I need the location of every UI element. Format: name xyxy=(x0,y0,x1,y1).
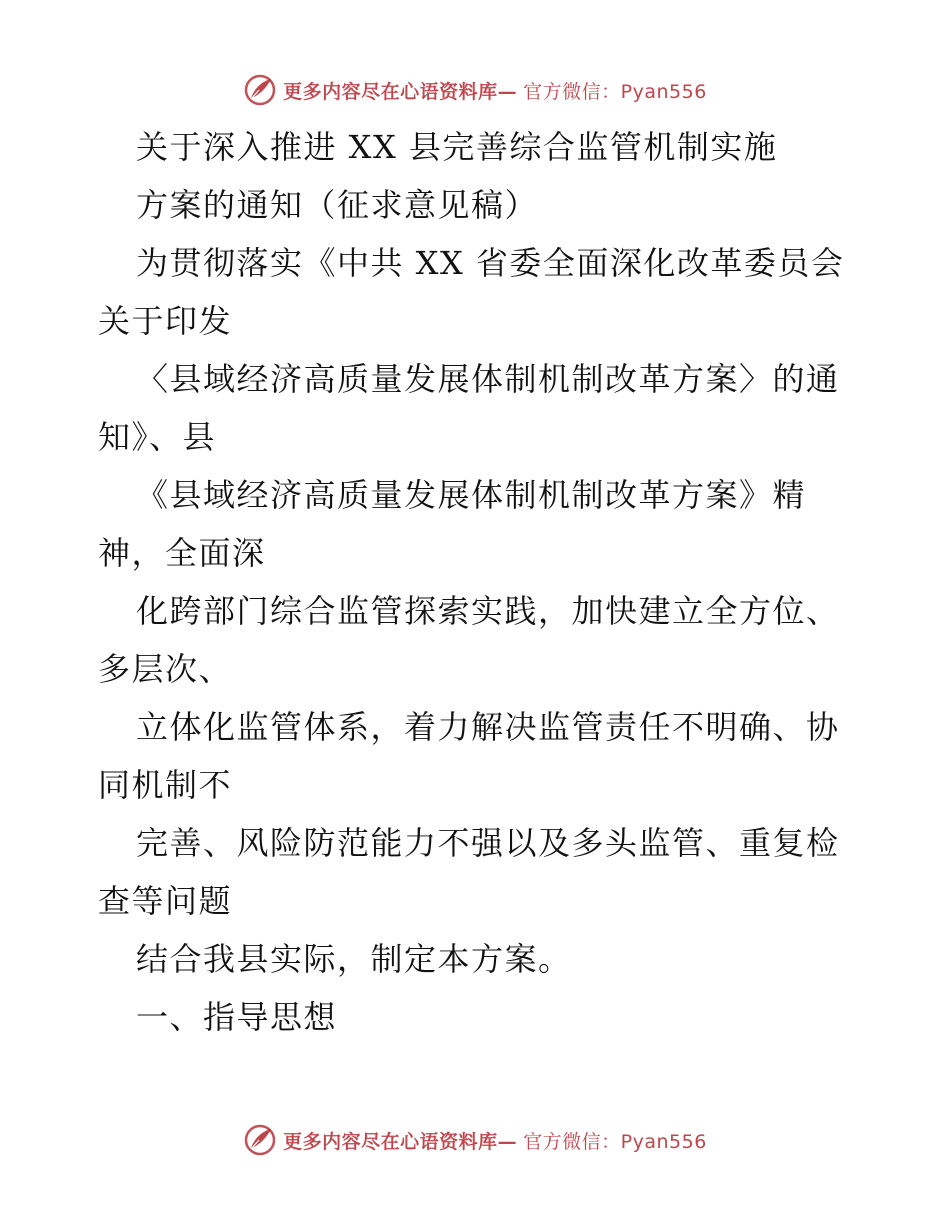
watermark-text-primary: 更多内容尽在心语资料库— xyxy=(283,80,518,103)
paragraph-line: 查等问题 xyxy=(98,882,233,920)
feather-pen-icon xyxy=(243,73,277,107)
paragraph-line: 〈县域经济高质量发展体制机制改革方案〉的通 xyxy=(136,360,840,398)
paragraph-line: 立体化监管体系，着力解决监管责任不明确、协 xyxy=(136,708,840,746)
paragraph-line: 同机制不 xyxy=(98,766,233,804)
paragraph-line: 关于印发 xyxy=(98,302,233,340)
footer-watermark xyxy=(0,1120,950,1160)
header-watermark xyxy=(0,70,950,110)
paragraph-line: 《县域经济高质量发展体制机制改革方案》精 xyxy=(136,476,807,514)
watermark-text-contact: 官方微信：Pyan556 xyxy=(523,1130,707,1153)
watermark-text-primary: 更多内容尽在心语资料库— xyxy=(283,1130,518,1153)
paragraph-line: 为贯彻落实《中共 XX 省委全面深化改革委员会 xyxy=(136,244,845,282)
paragraph-line: 完善、风险防范能力不强以及多头监管、重复检 xyxy=(136,824,840,862)
paragraph-line: 多层次、 xyxy=(98,650,233,688)
watermark-text-contact: 官方微信：Pyan556 xyxy=(523,80,707,103)
document-title-line-1: 关于深入推进 XX 县完善综合监管机制实施 xyxy=(136,128,778,166)
paragraph-line: 神，全面深 xyxy=(98,534,266,572)
paragraph-line: 知》、县 xyxy=(98,418,217,456)
paragraph-line: 化跨部门综合监管探索实践，加快建立全方位、 xyxy=(136,592,840,630)
feather-pen-icon xyxy=(243,1123,277,1157)
section-heading: 一、指导思想 xyxy=(136,998,338,1036)
document-title-line-2: 方案的通知（征求意见稿） xyxy=(136,186,539,224)
paragraph-line: 结合我县实际，制定本方案。 xyxy=(136,940,572,978)
